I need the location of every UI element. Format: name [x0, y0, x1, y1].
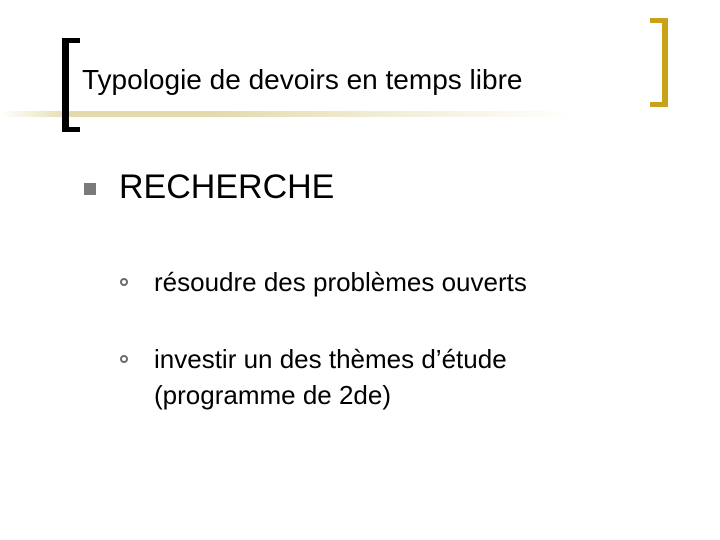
title-underline-rule: [0, 111, 720, 117]
sub-bullet-2-text-line-1: investir un des thèmes d’étude: [154, 344, 507, 374]
sub-bullet-1-text: résoudre des problèmes ouverts: [154, 267, 527, 297]
circle-bullet-icon: [120, 355, 128, 363]
circle-bullet-icon: [120, 278, 128, 286]
slide-title: Typologie de devoirs en temps libre: [82, 64, 523, 95]
square-bullet-icon: [84, 183, 96, 195]
sub-bullet-2-text-line-2: (programme de 2de): [154, 380, 391, 410]
right-bracket-decoration: [650, 18, 668, 107]
left-bracket-decoration: [62, 38, 80, 132]
main-bullet-text: RECHERCHE: [119, 168, 335, 206]
